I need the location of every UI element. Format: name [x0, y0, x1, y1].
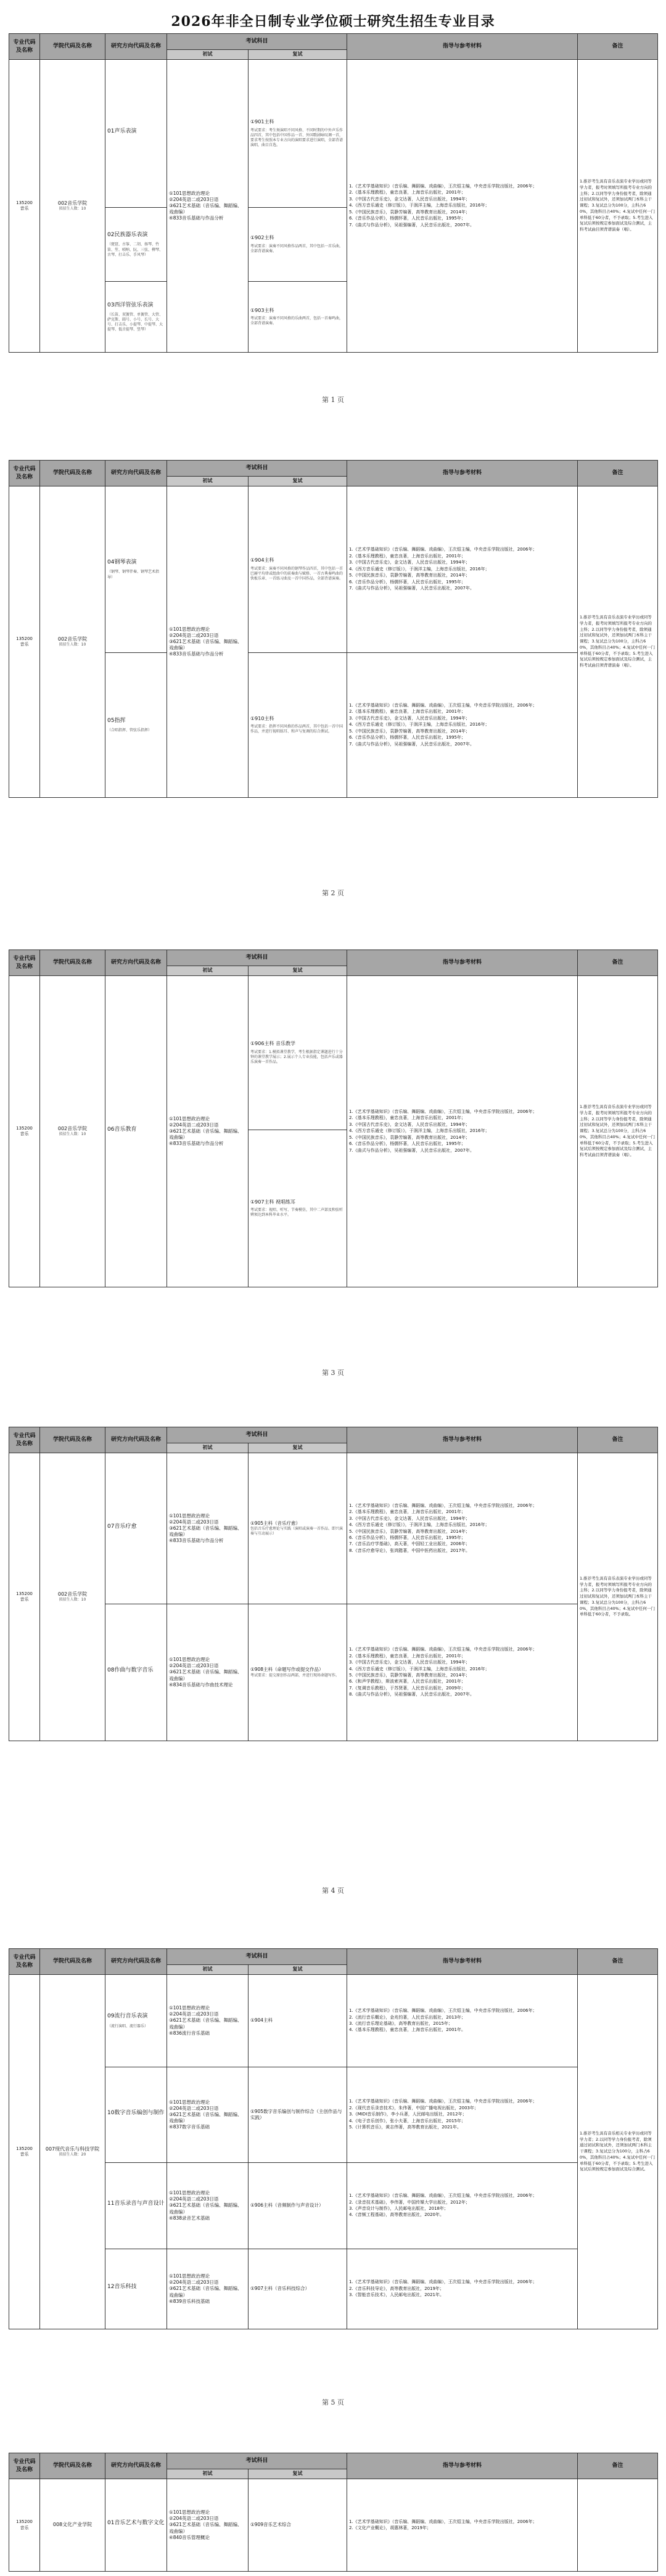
- header-remark: 备注: [578, 34, 658, 60]
- header-major: 专业代码及名称: [9, 1427, 40, 1453]
- school-cell: 002音乐学院 拟招生人数：10: [40, 60, 105, 353]
- remark-cell: 1.推荐考生具有音乐表演专业学历或同等学力者，报考时须填写所报考专业方向的主科；2.以同等学力身份报考者，除须通过初试和复试外，还须加试两门本科主干课程；3.复试总分为100分，主科占60%，其他科目占40%；4.复试中任何一门单科低于60分者，不予录取。: [578, 1453, 658, 1741]
- header-retest: 复试: [249, 1965, 347, 1975]
- header-exam: 考试科目: [167, 1427, 347, 1443]
- refs-cell: 1.《艺术学基础知识》（音乐编、舞蹈编、戏曲编），王次炤主编，中央音乐学院出版社，2006年； 2.《基本乐理教程》，童忠良著，上海音乐出版社，2001年； 3.《中国古代音乐史》，金文达著，人民音乐出版社，1994年； 4.《西方音乐通史（修订版）》，于润洋主编，上海音乐出版社，2016年； 5.《中国民族音乐》，袁静芳编著，高等教育出版社，2014年； 6.《音乐作品分析》，杨儒怀著，人民音乐出版社，1995年； 7.《曲式与作品分析》，吴祖强编著，人民音乐出版社，2007年。: [347, 486, 578, 653]
- major-cell: 135200 音乐: [9, 976, 40, 1287]
- page-number: 第 3 页: [322, 1369, 344, 1377]
- header-prelim: 初试: [167, 1965, 249, 1975]
- header-retest: 复试: [249, 477, 347, 486]
- refs-cell: 1.《艺术学基础知识》（音乐编、舞蹈编、戏曲编），王次炤主编，中央音乐学院出版社，2006年； 2.《文化产业概论》，胡惠林著，2019年；: [347, 2479, 578, 2572]
- header-refs: 指导与参考材料: [347, 461, 578, 486]
- direction-cell: 01声乐表演: [105, 60, 167, 208]
- header-major: 专业代码及名称: [9, 1949, 40, 1975]
- header-prelim: 初试: [167, 1443, 249, 1453]
- prelim-cell: ①101思想政治理论 ②204英语二或203日语 ③621艺术基础（音乐编、舞蹈编、戏曲编） ④833音乐基础与作品分析: [167, 60, 249, 353]
- header-remark: 备注: [578, 1427, 658, 1453]
- header-direction: 研究方向代码及名称: [105, 34, 167, 60]
- header-remark: 备注: [578, 950, 658, 976]
- header-remark: 备注: [578, 461, 658, 486]
- header-school: 学院代码及名称: [40, 950, 105, 976]
- catalog-table: [9, 33, 658, 353]
- prelim-cell: ①101思想政治理论 ②204英语二或203日语 ③621艺术基础（音乐编、舞蹈编、戏曲编） ④833音乐基础与作品分析: [167, 976, 249, 1287]
- prelim-cell: ①101思想政治理论 ②204英语二或203日语 ③621艺术基础（音乐编、舞蹈编、戏曲编） ④837数字音乐基础: [167, 2067, 249, 2163]
- direction-cell: 10数字音乐编创与制作: [105, 2067, 167, 2163]
- catalog-page-4: [9, 1427, 657, 1772]
- direction-cell: 08作曲与数字音乐: [105, 1604, 167, 1741]
- direction-cell: 02民族器乐表演 （琵琶、古筝、二胡、扬琴、竹笛、笙、唢呐、阮、三弦、柳琴、古琴、打击乐、手风琴）: [105, 208, 167, 282]
- remark-cell: 1.推荐考生具有音乐相关专业学历或同等学力者；2.以同等学力身份报考者，除须通过初试和复试外，还须加试两门本科主干课程；3.复试总分为100分，主科占60%，其他科目占40%；4.复试中任何一门单科低于60分者，不予录取；5.考生进入复试后须按规定参加面试及综合测试。: [578, 1975, 658, 2329]
- direction-cell: 12音乐科技: [105, 2249, 167, 2329]
- header-retest: 复试: [249, 1443, 347, 1453]
- school-cell: 007现代音乐与科技学院 拟招生人数：20: [40, 1975, 105, 2329]
- header-exam: 考试科目: [167, 461, 347, 477]
- page-number: 第 4 页: [322, 1887, 344, 1895]
- header-direction: 研究方向代码及名称: [105, 461, 167, 486]
- direction-cell: 07音乐疗愈: [105, 1453, 167, 1604]
- header-prelim: 初试: [167, 966, 249, 976]
- header-refs: 指导与参考材料: [347, 1949, 578, 1975]
- header-major: 专业代码及名称: [9, 950, 40, 976]
- major-cell: 135200 音乐: [9, 60, 40, 353]
- refs-cell: 1.《艺术学基础知识》（音乐编、舞蹈编、戏曲编），王次炤主编，中央音乐学院出版社，2006年； 2.《基本乐理教程》，童忠良著，上海音乐出版社，2001年； 3.《中国古代音乐史》，金文达著，人民音乐出版社，1994年； 4.《西方音乐通史（修订版）》，于润洋主编，上海音乐出版社，2016年； 5.《中国民族音乐》，袁静芳编著，高等教育出版社，2014年； 6.《音乐作品分析》，杨儒怀著，人民音乐出版社，1995年； 7.《曲式与作品分析》，吴祖强编著，人民音乐出版社，2007年。: [347, 60, 578, 353]
- direction-cell: 04钢琴表演 （钢琴、钢琴伴奏、钢琴艺术指导）: [105, 486, 167, 653]
- direction-cell: 03西洋管弦乐表演 （长笛、双簧管、单簧管、大管、萨克斯、圆号、小号、长号、大号、打击乐、小提琴、中提琴、大提琴、低音提琴、竖琴）: [105, 282, 167, 353]
- refs-cell: 1.《艺术学基础知识》（音乐编、舞蹈编、戏曲编），王次炤主编，中央音乐学院出版社，2006年； 2.《流行音乐概论》，金兆钧著，人民音乐出版社，2013年； 3.《流行音乐理论基础》，高等教育出版社，2015年； 4.《基本乐理教程》，童忠良著，上海音乐出版社，2001年。: [347, 1975, 578, 2067]
- page-number: 第 2 页: [322, 889, 344, 897]
- catalog-table: [9, 460, 658, 798]
- catalog-table: [9, 1948, 658, 2329]
- retest-cell: ①905主科（音乐疗愈） 包括音乐疗愈理论与实践（演唱或演奏一首作品、即兴演奏与互动展示）: [249, 1453, 347, 1604]
- prelim-cell: ①101思想政治理论 ②204英语二或203日语 ③621艺术基础（音乐编、舞蹈编、戏曲编） ④839音乐科技基础: [167, 2249, 249, 2329]
- header-refs: 指导与参考材料: [347, 950, 578, 976]
- remark-cell: [578, 2479, 658, 2572]
- refs-cell: 1.《艺术学基础知识》（音乐编、舞蹈编、戏曲编），王次炤主编，中央音乐学院出版社，2006年； 2.《基本乐理教程》，童忠良著，上海音乐出版社，2001年； 3.《中国古代音乐史》，金文达著，人民音乐出版社，1994年； 4.《西方音乐通史（修订版）》，于润洋主编，上海音乐出版社，2016年； 5.《中国民族音乐》，袁静芳编著，高等教育出版社，2014年； 6.《音乐作品分析》，杨儒怀著，人民音乐出版社，1995年； 7.《曲式与作品分析》，吴祖强编著，人民音乐出版社，2007年。: [347, 653, 578, 798]
- catalog-page-3: [9, 950, 657, 1295]
- direction-cell: 01音乐艺术与数字文化: [105, 2479, 167, 2572]
- header-major: 专业代码及名称: [9, 2453, 40, 2479]
- header-school: 学院代码及名称: [40, 2453, 105, 2479]
- prelim-cell: ①101思想政治理论 ②204英语二或203日语 ③621艺术基础（音乐编、舞蹈编、戏曲编） ④836流行音乐基础: [167, 1975, 249, 2067]
- header-school: 学院代码及名称: [40, 1949, 105, 1975]
- header-prelim: 初试: [167, 477, 249, 486]
- remark-cell: 1.推荐考生具有音乐表演专业学历或同等学力者，报考时须填写所报考专业方向的主科；2.以同等学力身份报考者，除须通过初试和复试外，还须加试两门本科主干课程；3.复试总分为100分，主科占60%，其他科目占40%；4.复试中任何一门单科低于60分者，不予录取；5.考生进入复试后须按规定参加面试及综合测试，主科考试曲目须背谱演奏（唱）。: [578, 60, 658, 353]
- retest-cell: ①906主科 音乐教学 考试要求：1.模拟课堂教学，考生根据指定课题进行十分钟的课堂教学展示；2.展示个人专业技能，包括声乐或器乐演奏一首作品。: [249, 976, 347, 1130]
- refs-cell: 1.《艺术学基础知识》（音乐编、舞蹈编、戏曲编），王次炤主编，中央音乐学院出版社，2006年； 2.《基本乐理教程》，童忠良著，上海音乐出版社，2001年； 3.《中国古代音乐史》，金文达著，人民音乐出版社，1994年； 4.《西方音乐通史（修订版）》，于润洋主编，上海音乐出版社，2016年； 5.《中国民族音乐》，袁静芳编著，高等教育出版社，2014年； 6.《音乐作品分析》，杨儒怀著，人民音乐出版社，1995年； 7.《曲式与作品分析》，吴祖强编著，人民音乐出版社，2007年。: [347, 976, 578, 1287]
- retest-cell: ①904主科: [249, 1975, 347, 2067]
- header-retest: 复试: [249, 2469, 347, 2479]
- prelim-cell: ①101思想政治理论 ②204英语二或203日语 ③621艺术基础（音乐编、舞蹈编、戏曲编） ④833音乐基础与作品分析: [167, 486, 249, 798]
- refs-cell: 1.《艺术学基础知识》（音乐编、舞蹈编、戏曲编），王次炤主编，中央音乐学院出版社，2006年； 2.《基本乐理教程》，童忠良著，上海音乐出版社，2001年； 3.《中国古代音乐史》，金文达著，人民音乐出版社，1994年； 4.《西方音乐通史（修订版）》，于润洋主编，上海音乐出版社，2016年； 5.《中国民族音乐》，袁静芳编著，高等教育出版社，2014年； 6.《和声学教程》，斯波索宾著，人民音乐出版社，2001年； 7.《复调音乐教程》，于苏贤著，人民音乐出版社，2009年； 8.《曲式与作品分析》，吴祖强编著，人民音乐出版社，2007年。: [347, 1604, 578, 1741]
- document-title: 2026年非全日制专业学位硕士研究生招生专业目录: [171, 14, 495, 30]
- direction-cell: 11音乐录音与声音设计: [105, 2163, 167, 2249]
- school-cell: 002音乐学院 拟招生人数：10: [40, 1453, 105, 1741]
- header-direction: 研究方向代码及名称: [105, 2453, 167, 2479]
- retest-cell: ①901主科 考试要求：考生须演唱不同风格、不同时期的中外声乐作品四首，其中包括中国作品一首、外国歌剧咏叹调一首，要求考生按照本专业方向的演唱要求进行演唱，全部背谱演唱，曲目自选。: [249, 60, 347, 208]
- retest-cell: ①910主科 考试要求：指挥不同风格的作品两首，其中包括一首中国作品，并进行视唱练耳、和声与复调的综合测试。: [249, 653, 347, 798]
- remark-cell: 1.推荐考生具有音乐表演专业学历或同等学力者，报考时须填写所报考专业方向的主科；2.以同等学力身份报考者，除须通过初试和复试外，还须加试两门本科主干课程；3.复试总分为100分，主科占60%，其他科目占40%；4.复试中任何一门单科低于60分者，不予录取；5.考生进入复试后须按规定参加面试及综合测试，主科考试曲目须背谱演奏（唱）。: [578, 486, 658, 798]
- direction-cell: 05指挥 （合唱指挥、管弦乐指挥）: [105, 653, 167, 798]
- header-refs: 指导与参考材料: [347, 34, 578, 60]
- school-cell: 002音乐学院 拟招生人数：10: [40, 486, 105, 798]
- catalog-table: [9, 950, 658, 1287]
- direction-cell: 09流行音乐表演 （流行演唱、流行器乐）: [105, 1975, 167, 2067]
- prelim-cell: ①101思想政治理论 ②204英语二或203日语 ③621艺术基础（音乐编、舞蹈编、戏曲编） ④833音乐基础与作品分析: [167, 1453, 249, 1604]
- refs-cell: 1.《艺术学基础知识》（音乐编、舞蹈编、戏曲编），王次炤主编，中央音乐学院出版社，2006年； 2.《现代音乐录音技术》，朱伟著，中国广播电视出版社，2003年； 3.《MIDI音乐制作》，李小兵著，人民邮电出版社，2012年； 4.《电子音乐创作》，张小夫著，上海音乐出版社，2015年； 5.《计算机音乐》，黄志伟著，高等教育出版社，2021年。: [347, 2067, 578, 2163]
- major-cell: 135200 音乐: [9, 1975, 40, 2329]
- school-cell: 008文化产业学院: [40, 2479, 105, 2572]
- retest-cell: ①909音乐艺术综合: [249, 2479, 347, 2572]
- header-prelim: 初试: [167, 2469, 249, 2479]
- prelim-cell: ①101思想政治理论 ②204英语二或203日语 ③621艺术基础（音乐编、舞蹈编、戏曲编） ④838录音艺术基础: [167, 2163, 249, 2249]
- catalog-page-1: [9, 33, 657, 379]
- page-number: 第 1 页: [322, 396, 344, 404]
- major-cell: 135200 音乐: [9, 486, 40, 798]
- direction-cell: 06音乐教育: [105, 976, 167, 1287]
- header-school: 学院代码及名称: [40, 1427, 105, 1453]
- retest-cell: ①904主科 考试要求：演奏不同风格的钢琴作品四首，其中包括一首巴赫平均律或组曲中的前奏曲与赋格、一首古典奏鸣曲的快板乐章、一首练习曲及一首中国作品，全部背谱演奏。: [249, 486, 347, 653]
- major-cell: 135200 音乐: [9, 2479, 40, 2572]
- header-exam: 考试科目: [167, 34, 347, 50]
- catalog-page-6: [9, 2453, 657, 2576]
- catalog-page-2: [9, 460, 657, 805]
- catalog-table: [9, 2453, 658, 2572]
- header-direction: 研究方向代码及名称: [105, 1949, 167, 1975]
- retest-cell: ①908主科（命题写作或提交作品） 考试要求：提交原创作品两部，并进行现场命题写作。: [249, 1604, 347, 1741]
- header-refs: 指导与参考材料: [347, 2453, 578, 2479]
- header-school: 学院代码及名称: [40, 34, 105, 60]
- header-exam: 考试科目: [167, 950, 347, 966]
- header-retest: 复试: [249, 50, 347, 60]
- catalog-table: [9, 1427, 658, 1741]
- header-refs: 指导与参考材料: [347, 1427, 578, 1453]
- prelim-cell: ①101思想政治理论 ②204英语二或203日语 ③621艺术基础（音乐编、舞蹈编、戏曲编） ④834音乐基础与作曲技术理论: [167, 1604, 249, 1741]
- retest-cell: ①905数字音乐编创与制作综合（主创作品与实践）: [249, 2067, 347, 2163]
- remark-cell: 1.推荐考生具有音乐表演专业学历或同等学力者，报考时须填写所报考专业方向的主科；2.以同等学力身份报考者，除须通过初试和复试外，还须加试两门本科主干课程；3.复试总分为100分，主科占60%，其他科目占40%；4.复试中任何一门单科低于60分者，不予录取；5.考生进入复试后须按规定参加面试及综合测试，主科考试曲目须背谱演奏（唱）。: [578, 976, 658, 1287]
- prelim-cell: ①101思想政治理论 ②204英语二或203日语 ③621艺术基础（音乐编、舞蹈编、戏曲编） ④840音乐管理概论: [167, 2479, 249, 2572]
- retest-cell: ①907主科（音乐科技综合）: [249, 2249, 347, 2329]
- retest-cell: ①906主科（音频制作与声音设计）: [249, 2163, 347, 2249]
- header-exam: 考试科目: [167, 1949, 347, 1965]
- retest-cell: ①902主科 考试要求：演奏不同风格作品两首，其中包括一首乐曲，全部背谱演奏。: [249, 208, 347, 282]
- page-number: 第 5 页: [322, 2398, 344, 2406]
- header-remark: 备注: [578, 1949, 658, 1975]
- major-cell: 135200 音乐: [9, 1453, 40, 1741]
- refs-cell: 1.《艺术学基础知识》（音乐编、舞蹈编、戏曲编），王次炤主编，中央音乐学院出版社，2006年； 2.《录音技术基础》，李伟著，中国传媒大学出版社，2012年； 3.《声音设计与制作》，人民邮电出版社，2018年； 4.《音频工程基础》，高等教育出版社，2020年。: [347, 2163, 578, 2249]
- refs-cell: 1.《艺术学基础知识》（音乐编、舞蹈编、戏曲编），王次炤主编，中央音乐学院出版社，2006年； 2.《基本乐理教程》，童忠良著，上海音乐出版社，2001年； 3.《中国古代音乐史》，金文达著，人民音乐出版社，1994年； 4.《西方音乐通史（修订版）》，于润洋主编，上海音乐出版社，2016年； 5.《中国民族音乐》，袁静芳编著，高等教育出版社，2014年； 6.《音乐作品分析》，杨儒怀著，人民音乐出版社，1995年； 7.《音乐治疗学基础》，高天著，中国轻工业出版社，2006年； 8.《音乐疗愈导论》，张鸿懿著，中国中医药出版社，2017年。: [347, 1453, 578, 1604]
- header-exam: 考试科目: [167, 2453, 347, 2469]
- header-major: 专业代码及名称: [9, 34, 40, 60]
- retest-cell: ①907主科 视唱练耳 考试要求：视唱、听写、节奏模仿，其中二声部及和弦听辨须达到本科毕业水平。: [249, 1130, 347, 1287]
- school-cell: 002音乐学院 拟招生人数：10: [40, 976, 105, 1287]
- refs-cell: 1.《艺术学基础知识》（音乐编、舞蹈编、戏曲编），王次炤主编，中央音乐学院出版社，2006年； 2.《音乐科技导论》，高等教育出版社，2019年； 3.《智能音乐技术》，人民邮电出版社，2021年。: [347, 2249, 578, 2329]
- header-remark: 备注: [578, 2453, 658, 2479]
- header-direction: 研究方向代码及名称: [105, 950, 167, 976]
- header-direction: 研究方向代码及名称: [105, 1427, 167, 1453]
- header-major: 专业代码及名称: [9, 461, 40, 486]
- header-prelim: 初试: [167, 50, 249, 60]
- retest-cell: ①903主科 考试要求：演奏不同风格的乐曲两首，包括一首奏鸣曲，全部背谱演奏。: [249, 282, 347, 353]
- header-school: 学院代码及名称: [40, 461, 105, 486]
- catalog-page-5: [9, 1948, 657, 2392]
- header-retest: 复试: [249, 966, 347, 976]
